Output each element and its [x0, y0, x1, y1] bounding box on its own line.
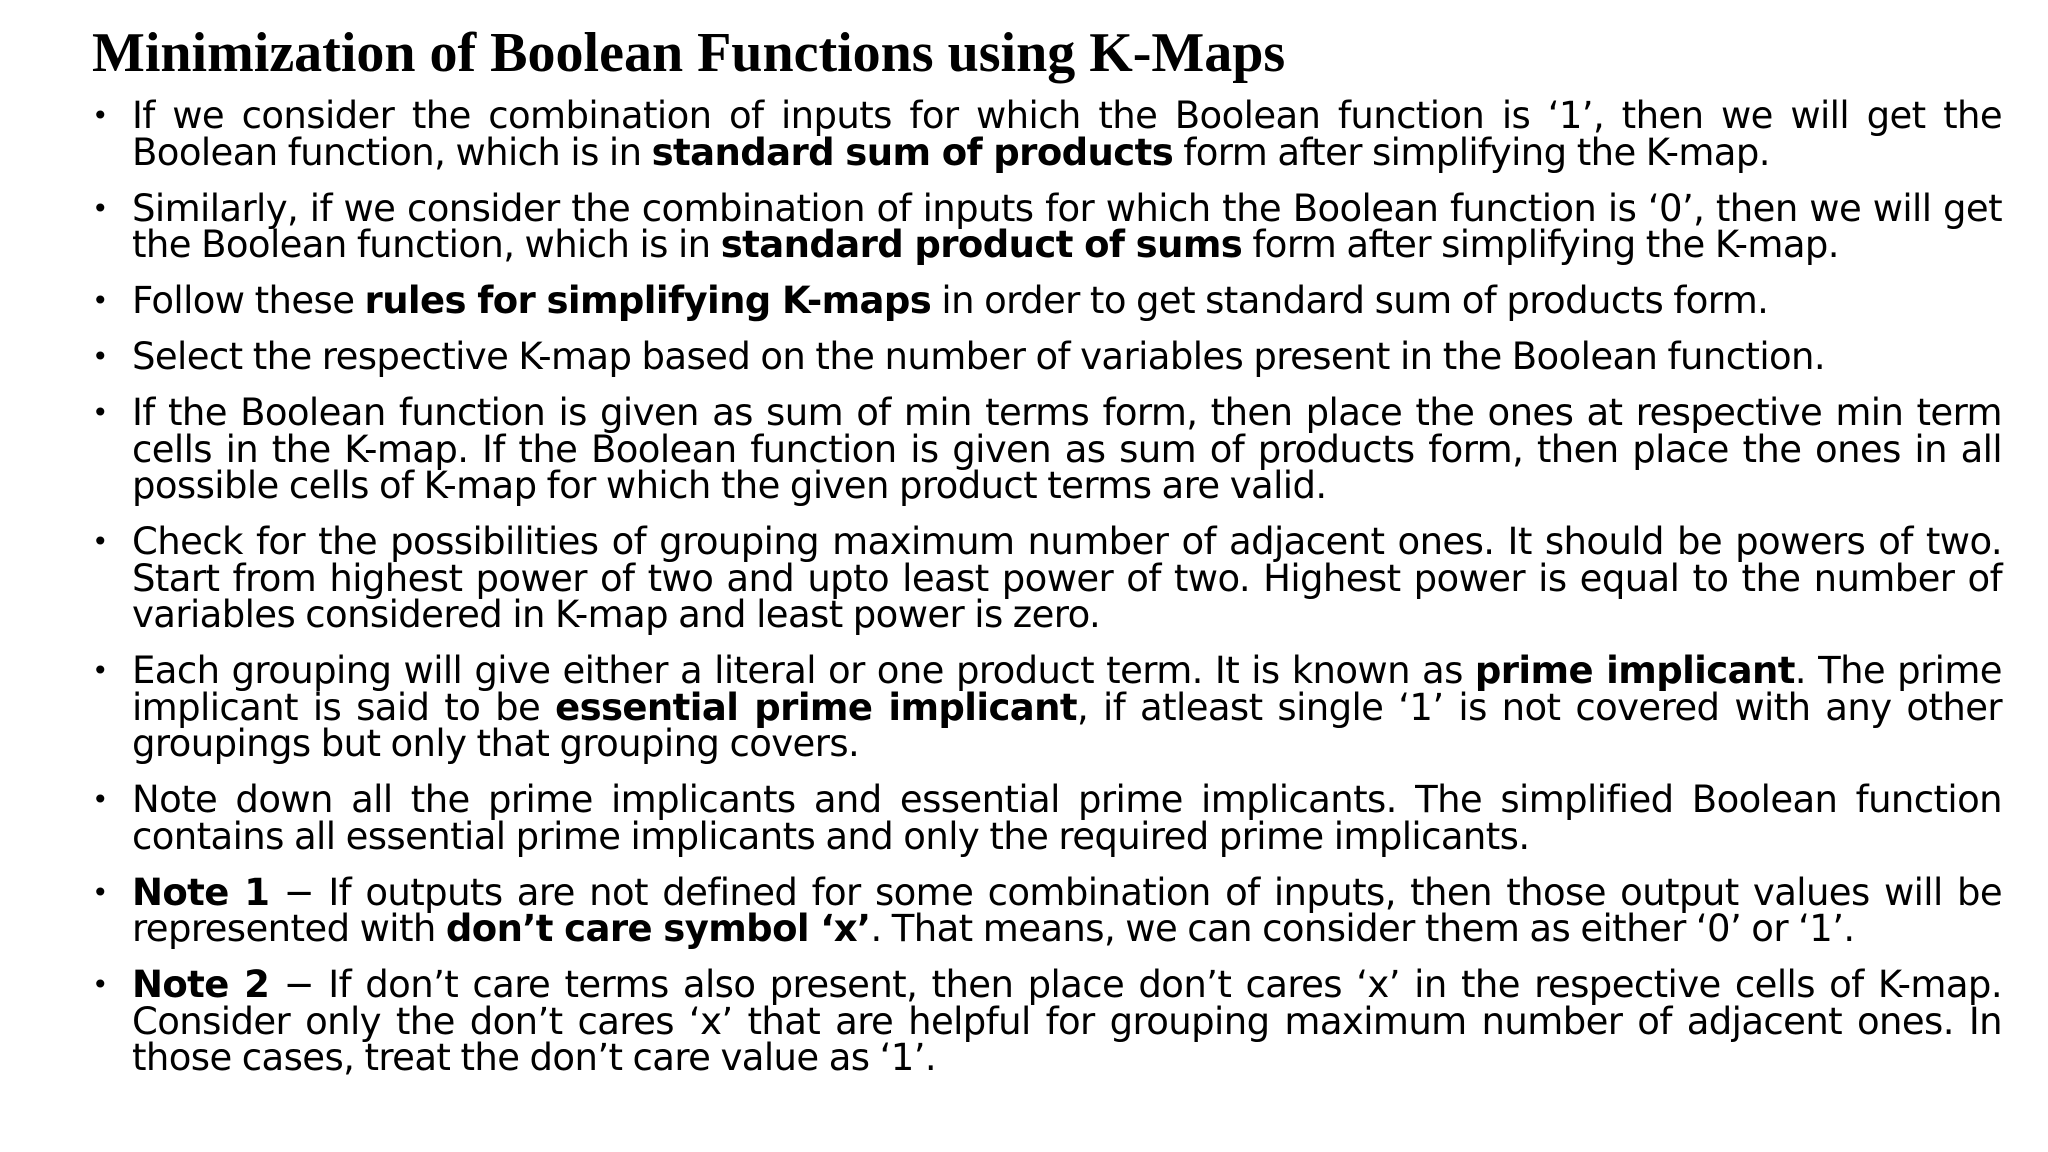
- bullet-text: in order to get standard sum of products form.: [931, 279, 1769, 322]
- bullet-text: Select the respective K-map based on the number of variables present in the Boolean function.: [132, 335, 1826, 378]
- bold-term: standard product of sums: [720, 223, 1243, 266]
- bullet-text: If we consider the combination of inputs for which the Boolean function is ‘1’, then we will get the Boolean function, which is in: [132, 94, 2002, 174]
- bullet-item: [92, 778, 2002, 858]
- bullet-item: [92, 649, 2002, 765]
- bullet-text: form after simplifying the K-map.: [1173, 130, 1770, 174]
- bold-term: prime implicant: [1474, 649, 1795, 692]
- bullet-text: − If don’t care terms also present, then place don’t cares ‘x’ in the respective cells of K-map. Consider only the don’t cares ‘x’ that are helpful for grouping maximum number of adjacent ones. In those cases, treat the don’t care value as ‘1’.: [132, 963, 2002, 1079]
- bullet-list: [92, 94, 2002, 1096]
- bullet-item: [92, 94, 2002, 174]
- bullet-text: , if atleast single ‘1’ is not covered with any other groupings but only that grouping covers.: [132, 685, 2002, 765]
- bullet-item: [92, 520, 2002, 636]
- bold-term: don’t care symbol ‘x’: [445, 907, 871, 950]
- bold-term: Note 2: [132, 963, 270, 1006]
- bold-term: standard sum of products: [651, 130, 1174, 174]
- bullet-text: . The prime implicant is said to be: [132, 649, 2002, 729]
- bold-term: Note 1: [132, 870, 270, 914]
- bullet-text: Each grouping will give either a literal or one product term. It is known as: [132, 649, 1475, 692]
- bullet-item: [92, 186, 2002, 266]
- bullet-item: [92, 279, 2002, 322]
- bold-term: rules for simplifying K-maps: [364, 279, 932, 322]
- bullet-text: − If outputs are not defined for some combination of inputs, then those output values will be represented with: [132, 870, 2002, 950]
- bullet-text: Similarly, if we consider the combination of inputs for which the Boolean function is ‘0’, then we will get the Boolean function, which is in: [132, 186, 2002, 266]
- bold-term: essential prime implicant: [555, 685, 1077, 729]
- bullet-item: [92, 391, 2002, 507]
- slide-title: Minimization of Boolean Functions using K-Maps: [92, 22, 1286, 84]
- bullet-text: . That means, we can consider them as either ‘0’ or ‘1’.: [870, 907, 1855, 950]
- bullet-item: [92, 335, 2002, 378]
- bullet-text: Check for the possibilities of grouping maximum number of adjacent ones. It should be powers of two. Start from highest power of two and upto least power of two. Highest power is equal to the number of variables considered in K-map and least power is zero.: [132, 520, 2002, 636]
- bullet-item: [92, 870, 2002, 950]
- bullet-text: form after simplifying the K-map.: [1242, 223, 1839, 266]
- bullet-item: [92, 963, 2002, 1079]
- bullet-text: Follow these: [132, 279, 365, 322]
- bullet-text: If the Boolean function is given as sum of min terms form, then place the ones at respective min term cells in the K-map. If the Boolean function is given as sum of products form, then place the ones in all possible cells of K-map for which the given product terms are valid.: [132, 391, 2002, 507]
- bullet-text: Note down all the prime implicants and essential prime implicants. The simplified Boolean function contains all essential prime implicants and only the required prime implicants.: [132, 778, 2002, 858]
